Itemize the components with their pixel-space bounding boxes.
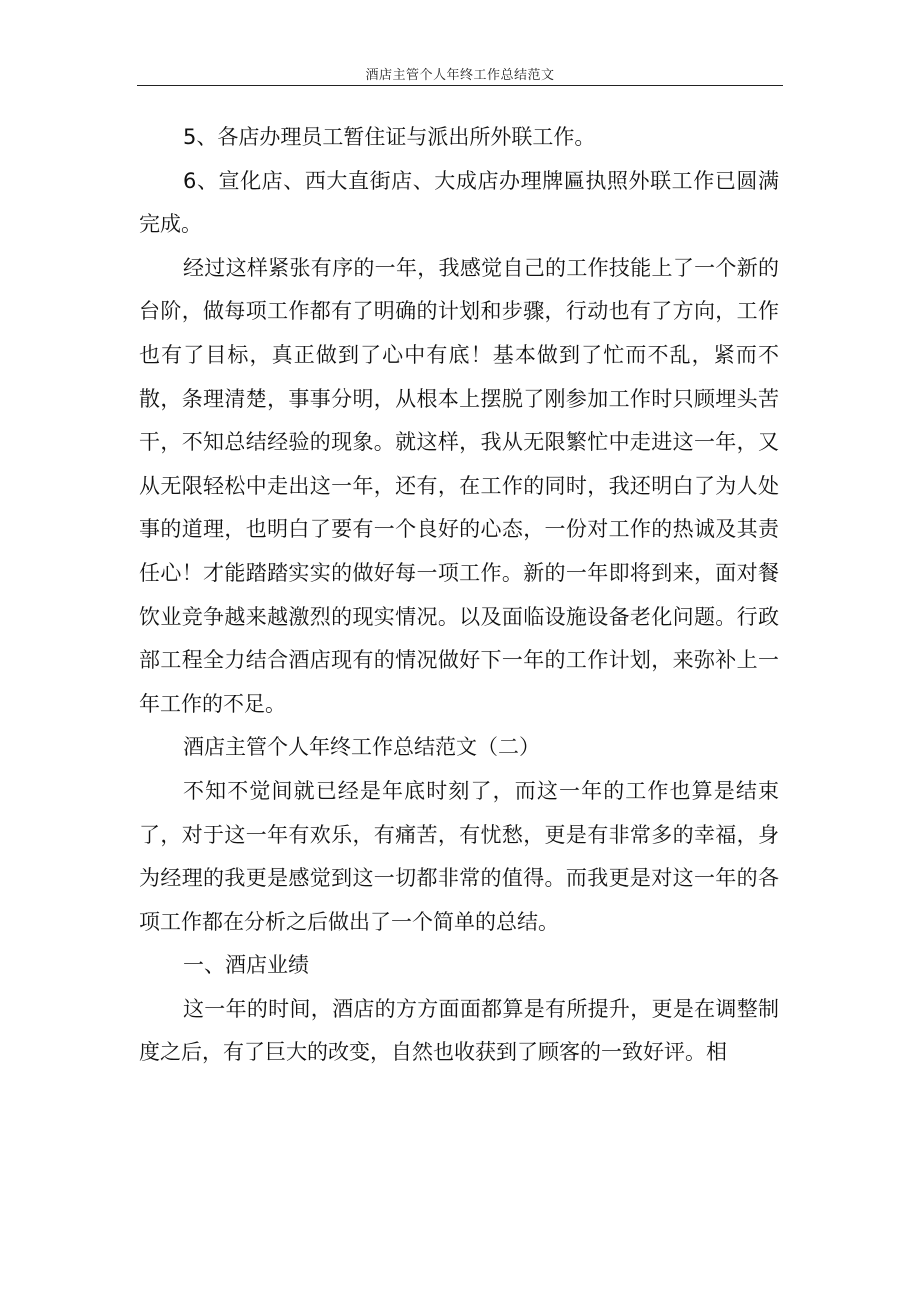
section-heading: 一、酒店业绩 bbox=[183, 953, 309, 978]
document-body bbox=[139, 116, 779, 1075]
header-divider bbox=[137, 85, 783, 86]
paragraph-summary: 经过这样紧张有序的一年，我感觉自己的工作技能上了一个新的台阶，做每项工作都有了明确的计划和步骤，行动也有了方向，工作也有了目标，真正做到了心中有底！基本做到了忙而不乱，紧而不散，条理清楚，事事分明，从根本上摆脱了刚参加工作时只顾埋头苦干，不知总结经验的现象。就这样，我从无限繁忙中走进这一年，又从无限轻松中走出这一年，还有，在工作的同时，我还明白了为人处事的道理，也明白了要有一个良好的心态，一份对工作的热诚及其责任心！才能踏踏实实的做好每一项工作。新的一年即将到来，面对餐饮业竞争越来越激烈的现实情况。以及面临设施设备老化问题。行政部工程全力结合酒店现有的情况做好下一年的工作计划，来弥补上一年工作的不足。 bbox=[139, 255, 779, 716]
running-header: 酒店主管个人年终工作总结范文 bbox=[365, 68, 555, 83]
paragraph-intro: 不知不觉间就已经是年底时刻了，而这一年的工作也算是结束了，对于这一年有欢乐，有痛苦，有忧愁，更是有非常多的幸福，身为经理的我更是感觉到这一切都非常的值得。而我更是对这一年的各项工作都在分析之后做出了一个简单的总结。 bbox=[139, 778, 779, 934]
paragraph-item-5: 5、各店办理员工暂住证与派出所外联工作。 bbox=[183, 125, 596, 149]
section-title: 酒店主管个人年终工作总结范文（二） bbox=[183, 735, 540, 760]
paragraph-performance: 这一年的时间，酒店的方方面面都算是有所提升，更是在调整制度之后，有了巨大的改变，自然也收获到了顾客的一致好评。相 bbox=[139, 996, 779, 1065]
paragraph-item-6: 6、宣化店、西大直街店、大成店办理牌匾执照外联工作已圆满完成。 bbox=[139, 168, 779, 237]
